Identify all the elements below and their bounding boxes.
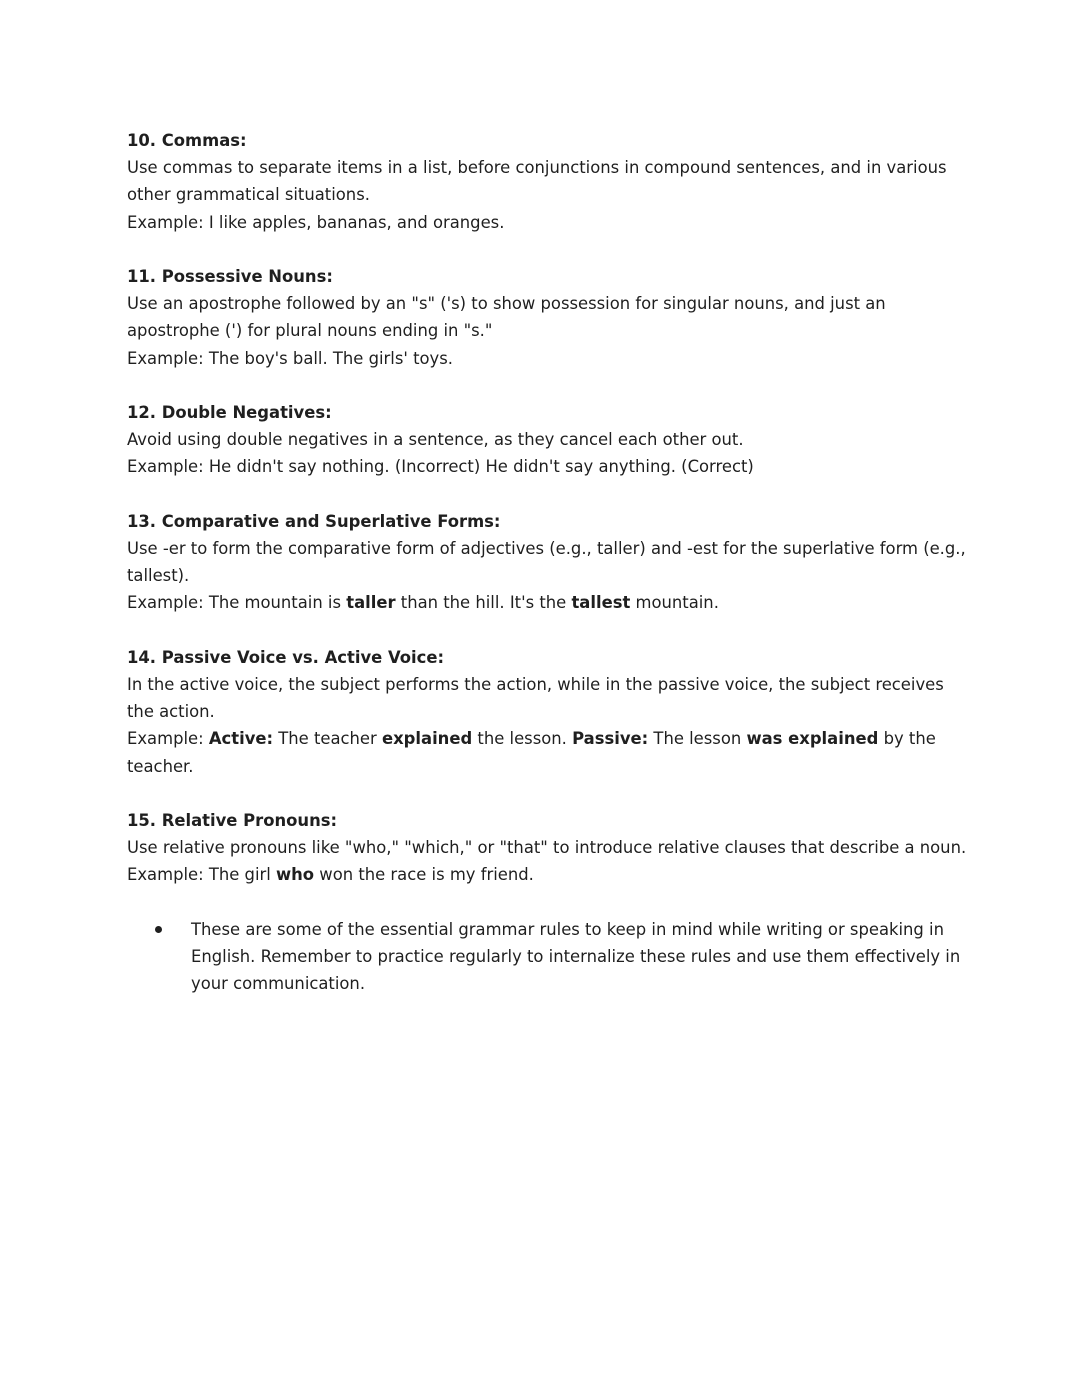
bullet-dot-icon [155, 926, 162, 933]
example-bold-text: taller [346, 593, 396, 613]
section-double-negatives [127, 399, 967, 481]
section-heading: 11. Possessive Nouns: [127, 267, 333, 286]
example-bold-text: Active: [208, 729, 274, 749]
example-text: Example: The mountain is [127, 593, 347, 613]
section-rule: Use -er to form the comparative form of adjectives (e.g., taller) and -est for the superlative form (e.g., tallest). [127, 539, 966, 586]
section-rule: Use relative pronouns like "who," "which," or "that" to introduce relative clauses that describe a noun. [127, 838, 967, 858]
example-bold-text: explained [381, 729, 473, 749]
section-commas [127, 127, 967, 236]
section-example [127, 589, 967, 616]
section-heading: 12. Double Negatives: [127, 403, 332, 422]
section-rule: Use commas to separate items in a list, before conjunctions in compound sentences, and in various other grammatical situations. [127, 158, 947, 205]
example-text: Example: [127, 729, 209, 749]
section-rule: In the active voice, the subject performs the action, while in the passive voice, the subject receives the action. [127, 675, 944, 722]
section-relative-pronouns [127, 807, 967, 889]
document-page [127, 127, 967, 997]
summary-bullet-list [127, 916, 967, 998]
section-heading: 15. Relative Pronouns: [127, 811, 338, 830]
example-text: the lesson. [472, 729, 573, 749]
example-text: Example: The girl [127, 865, 276, 885]
section-example: Example: He didn't say nothing. (Incorrect) He didn't say anything. (Correct) [127, 457, 754, 477]
section-example [127, 861, 967, 888]
example-text: The teacher [273, 729, 382, 749]
section-heading: 14. Passive Voice vs. Active Voice: [127, 647, 445, 667]
example-text: by the teacher. [127, 729, 936, 776]
section-heading: 13. Comparative and Superlative Forms: [127, 511, 501, 531]
section-example: Example: I like apples, bananas, and oranges. [127, 212, 505, 232]
list-item [127, 916, 967, 998]
example-text: The lesson [648, 729, 747, 749]
section-rule: Avoid using double negatives in a sentence, as they cancel each other out. [127, 430, 744, 450]
section-comparative-superlative [127, 508, 967, 617]
example-bold-text: tallest [571, 593, 631, 613]
list-item-text: These are some of the essential grammar rules to keep in mind while writing or speaking in English. Remember to practice regularly to internalize these rules and use them effectively in your communication. [191, 919, 961, 994]
example-bold-text: Passive: [572, 729, 649, 749]
section-passive-active-voice [127, 644, 967, 780]
example-bold-text: was explained [746, 729, 879, 749]
example-text: than the hill. It's the [395, 593, 572, 613]
example-text: mountain. [630, 593, 719, 613]
example-text: won the race is my friend. [314, 865, 534, 885]
section-example: Example: The boy's ball. The girls' toys. [127, 348, 454, 368]
section-possessive-nouns [127, 263, 967, 372]
example-bold-text: who [276, 865, 315, 885]
section-example [127, 725, 967, 779]
section-heading: 10. Commas: [127, 131, 247, 150]
section-rule: Use an apostrophe followed by an "s" ('s) to show possession for singular nouns, and just an apostrophe (') for plural nouns ending in "s." [127, 294, 886, 341]
